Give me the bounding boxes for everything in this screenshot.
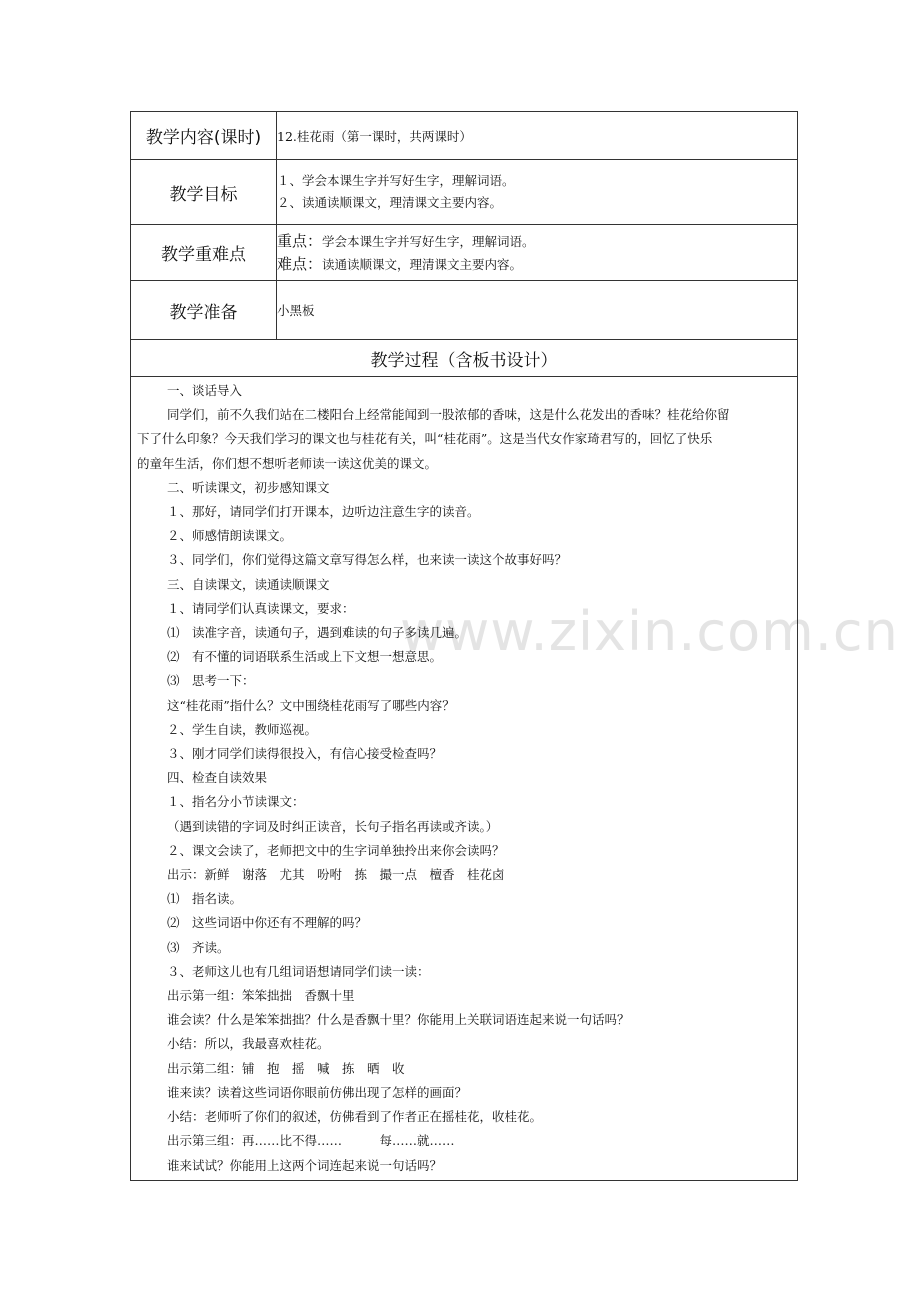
preparation-value: 小黑板 [277,281,798,340]
key-points-value [277,225,798,281]
objective-line: ２、读通读顺课文，理清课文主要内容。 [277,195,503,210]
process-title: 教学过程（含板书设计） [131,340,798,377]
key-point-text: 学会本课生字并写好生字，理解词语。 [322,233,535,249]
process-line: 二、听读课文，初步感知课文 [167,479,330,495]
process-line: 出示第三组：再……比不得…… 每……就…… [167,1133,455,1149]
row-key-points [131,225,798,281]
process-line: 下了什么印象？今天我们学习的课文也与桂花有关，叫“桂花雨”。这是当代女作家琦君写的，回忆了快乐 [137,431,713,447]
watermark-text: www.zixin.com.cn [400,600,899,663]
process-lines [137,379,791,1178]
content-value: 12.桂花雨（第一课时，共两课时） [277,112,798,160]
key-point-label: 重点： [277,231,323,250]
process-line: ⑵ 有不懂的词语联系生活或上下文想一想意思。 [167,649,443,665]
process-body [131,377,798,1181]
row-content [131,112,798,160]
process-line: ２、学生自读，教师巡视。 [167,721,318,737]
objective-line: １、学会本课生字并写好生字，理解词语。 [277,173,515,188]
row-objectives [131,160,798,225]
process-line: 出示第一组：笨笨拙拙 香飘十里 [167,988,355,1004]
objectives-value [277,160,798,225]
process-line: 四、检查自读效果 [167,770,268,786]
difficulty-label: 难点： [277,254,323,273]
process-line: ３、老师这儿也有几组词语想请同学们读一读： [167,963,430,979]
process-line: ３、同学们，你们觉得这篇文章写得怎么样，也来读一读这个故事好吗？ [167,552,568,568]
process-line: ⑴ 读准字音，读通句子，遇到难读的句子多读几遍。 [167,625,468,641]
process-line: ⑶ 思考一下： [167,673,255,689]
process-line: 小结：所以，我最喜欢桂花。 [167,1036,330,1052]
process-line: ２、师感情朗读课文。 [167,528,293,544]
process-line: ３、刚才同学们读得很投入，有信心接受检查吗？ [167,746,443,762]
preparation-label: 教学准备 [131,281,277,340]
process-line: １、指名分小节读课文： [167,794,305,810]
process-line: ⑴ 指名读。 [167,891,243,907]
difficulty-text: 读通读顺课文，理清课文主要内容。 [322,256,523,272]
process-line: 小结：老师听了你们的叙述，仿佛看到了作者正在摇桂花，收桂花。 [167,1109,543,1125]
row-preparation [131,281,798,340]
process-line: 这“桂花雨”指什么？文中围绕桂花雨写了哪些内容？ [167,697,455,713]
row-process-title [131,340,798,377]
lesson-plan-table [130,111,798,1181]
process-line: 一、谈话导入 [167,383,243,398]
process-line: 出示：新鲜 谢落 尤其 吩咐 拣 撮一点 檀香 桂花卤 [167,867,505,883]
process-line: 谁来读？读着这些词语你眼前仿佛出现了怎样的画面？ [167,1084,468,1100]
process-line: 三、自读课文，读通读顺课文 [167,576,330,592]
process-line: 谁来试试？你能用上这两个词连起来说一句话吗？ [167,1157,443,1173]
objectives-label: 教学目标 [131,160,277,225]
process-line: 谁会读？什么是笨笨拙拙？什么是香飘十里？你能用上关联词语连起来说一句话吗？ [167,1012,630,1028]
process-line: 的童年生活，你们想不想听老师读一读这优美的课文。 [137,455,438,471]
key-points-label: 教学重难点 [131,225,277,281]
content-label: 教学内容(课时) [131,112,277,160]
process-line: ⑶ 齐读。 [167,939,230,955]
process-line: １、那好，请同学们打开课本，边听边注意生字的读音。 [167,504,480,520]
process-line: ２、课文会读了，老师把文中的生字词单独拎出来你会读吗？ [167,842,505,858]
process-line: 同学们，前不久我们站在二楼阳台上经常能闻到一股浓郁的香味，这是什么花发出的香味？桂花给你留 [167,407,730,423]
row-process-body [131,377,798,1181]
process-line: １、请同学们认真读课文，要求： [167,600,355,616]
process-line: （遇到读错的字词及时纠正读音，长句子指名再读或齐读。） [167,818,499,834]
process-line: ⑵ 这些词语中你还有不理解的吗？ [167,915,368,931]
process-line: 出示第二组：铺 抱 摇 喊 拣 晒 收 [167,1060,405,1076]
